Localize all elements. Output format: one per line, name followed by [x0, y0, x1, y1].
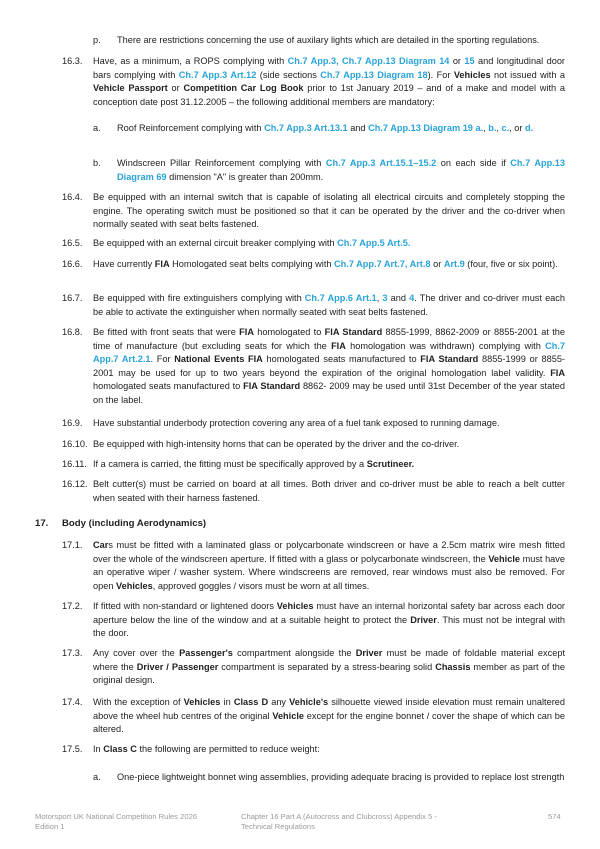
- ref-link[interactable]: Ch.7 App.5 Art.5.: [337, 238, 411, 248]
- rule-number: 16.9.: [62, 418, 83, 428]
- item-number: a.: [93, 123, 101, 133]
- rule-16-5: Be equipped with an external circuit breaker complying with Ch.7 App.5 Art.5.: [93, 238, 411, 248]
- ref-link[interactable]: d.: [525, 123, 534, 133]
- rule-16-3-b: Windscreen Pillar Reinforcement complying with Ch.7 App.3 Art.15.1–15.2 on each side if Ch.7 App.13 Diagram 69 dimension "A" is greater than 200mm.: [117, 158, 565, 182]
- ref-link[interactable]: Ch.7 App.3 Art.13.1: [264, 123, 348, 133]
- ref-link[interactable]: 4: [409, 293, 415, 303]
- rule-16-8: Be fitted with front seats that were FIA homologated to FIA Standard 8855-1999, 8862-2009 or 8855-2001 at the time of manufacture (but excluding seats for which the FIA homologation was withdrawn) complying with Ch.7 App.7 Art.2.1. For National Events FIA homologated seats manufactured to FIA Standard 8855-1999 or 8855-2001 may be used for up to two years beyond the expiration of the original homologation label validity. FIA homologated seats manufactured to FIA Standard 8862- 2009 may be used until 31st December of the year stated on the label.: [93, 327, 565, 405]
- ref-link[interactable]: Ch.7 App.7 Art.7, Art.8: [334, 259, 431, 269]
- rule-number: 17.4.: [62, 697, 83, 707]
- rule-17-3: Any cover over the Passenger's compartment alongside the Driver must be made of foldable material except where the Driver / Passenger compartment is separated by a stress-bearing solid Chassis member as part of the original design.: [93, 648, 565, 686]
- rule-16-7: Be equipped with fire extinguishers complying with Ch.7 App.6 Art.1, 3 and 4. The driver and co-driver must each be able to activate the extinguisher when normally seated with seat belts fastened.: [93, 293, 565, 317]
- rule-17-5: In Class C the following are permitted to reduce weight:: [93, 744, 320, 754]
- rule-number: 16.5.: [62, 238, 83, 248]
- rule-17-1: Cars must be fitted with a laminated glass or polycarbonate windscreen or have a 2.5cm matrix wire mesh fitted over the whole of the windscreen aperture. If fitted with a glass or polycarbonate windscreen, the Vehicle must have an operative wiper / washer system. Where windscreens are removed, rear windows must also be removed. For open Vehicles, approved goggles / visors must be worn at all times.: [93, 540, 565, 591]
- page-number: 574: [548, 812, 561, 821]
- footer-title: Motorsport UK National Competition Rules 2026 Edition 1: [35, 812, 198, 831]
- rule-16-10: Be equipped with high-intensity horns that can be operated by the driver and the co-driver.: [93, 439, 460, 449]
- ref-link[interactable]: Ch.7 App.3, Ch.7 App.13 Diagram 14: [287, 56, 450, 66]
- rule-17-4: With the exception of Vehicles in Class D any Vehicle's silhouette viewed inside elevation must remain unaltered above the wheel hub centres of the original Vehicle except for the engine bonnet / cover the shape of which can be altered.: [93, 697, 565, 735]
- section-number: 17.: [35, 518, 49, 529]
- ref-link[interactable]: 3: [382, 293, 388, 303]
- ref-link[interactable]: 15: [464, 56, 475, 66]
- rule-number: 16.6.: [62, 259, 83, 269]
- ref-link[interactable]: c.: [501, 123, 510, 133]
- rule-16-9: Have substantial underbody protection covering any area of a fuel tank exposed to running damage.: [93, 418, 500, 428]
- ref-link[interactable]: b.: [488, 123, 497, 133]
- rule-number: 16.7.: [62, 293, 83, 303]
- footer-chapter: Chapter 16 Part A (Autocross and Clubcross) Appendix 5 - Technical Regulations: [241, 812, 437, 831]
- rule-number: 16.10.: [62, 439, 88, 449]
- rule-number: 17.5.: [62, 744, 83, 754]
- rule-number: 17.1.: [62, 540, 83, 550]
- section-heading: Body (including Aerodynamics): [62, 518, 207, 529]
- ref-link[interactable]: Ch.7 App.13 Diagram 69: [117, 158, 565, 182]
- rule-number: 16.8.: [62, 327, 83, 337]
- ref-link[interactable]: Ch.7 App.13 Diagram 18: [320, 69, 428, 80]
- rule-17-2: If fitted with non-standard or lightened doors Vehicles must have an internal horizontal safety bar across each door aperture below the line of the window and at a suitable height to protect the Driver. This must not be integral with the door.: [93, 601, 565, 639]
- ref-link[interactable]: Ch.7 App.3 Art.15.1–15.2: [325, 158, 437, 168]
- rule-number: 16.3.: [62, 56, 83, 66]
- item-number: b.: [93, 158, 101, 168]
- ref-link[interactable]: Ch.7 App.7 Art.2.1: [93, 340, 565, 365]
- ref-link[interactable]: Art.9: [443, 259, 465, 269]
- ref-link[interactable]: Ch.7 App.3 Art.12: [178, 69, 257, 80]
- ref-link[interactable]: Ch.7 App.6 Art.1: [304, 293, 377, 303]
- rule-p: There are restrictions concerning the use of auxilary lights which are detailed in the sporting regulations.: [117, 35, 540, 45]
- rule-number: 16.11.: [62, 459, 87, 469]
- item-number: a.: [93, 772, 101, 782]
- rule-16-3: Have, as a minimum, a ROPS complying with Ch.7 App.3, Ch.7 App.13 Diagram 14 or 15 and longitudinal door bars complying with Ch.7 App.3 Art.12 (side sections Ch.7 App.13 Diagram 18). For Vehicles not issued with a Vehicle Passport or Competition Car Log Book prior to 1st January 2019 – and of a make and model with a conception date post 31.12.2005 – the following additional members are mandatory:: [93, 56, 565, 107]
- rule-16-3-a: Roof Reinforcement complying with Ch.7 App.3 Art.13.1 and Ch.7 App.13 Diagram 19 a., b., c., or d.: [117, 123, 534, 133]
- rule-number: 17.2.: [62, 601, 83, 611]
- rule-16-4: Be equipped with an internal switch that is capable of isolating all electrical circuits and completely stopping the engine. The operating switch must be positioned so that it can be operated by the driver and the co-driver when normally seated with seat belts fastened.: [93, 192, 565, 230]
- rule-16-12: Belt cutter(s) must be carried on board at all times. Both driver and co-driver must be able to reach a belt cutter when seated with their harness fastened.: [93, 479, 565, 503]
- item-number: p.: [93, 35, 101, 45]
- rule-16-11: If a camera is carried, the fitting must be specifically approved by a Scrutineer.: [93, 459, 415, 469]
- rule-number: 16.12.: [62, 479, 88, 489]
- rule-number: 17.3.: [62, 648, 83, 658]
- rule-16-6: Have currently FIA Homologated seat belts complying with Ch.7 App.7 Art.7, Art.8 or Art.9 (four, five or six point).: [93, 259, 558, 269]
- rule-17-5-a: One-piece lightweight bonnet wing assemblies, providing adequate bracing is provided to replace lost strength: [117, 772, 565, 782]
- rule-number: 16.4.: [62, 192, 83, 202]
- ref-link[interactable]: Ch.7 App.13 Diagram 19 a.: [368, 123, 484, 133]
